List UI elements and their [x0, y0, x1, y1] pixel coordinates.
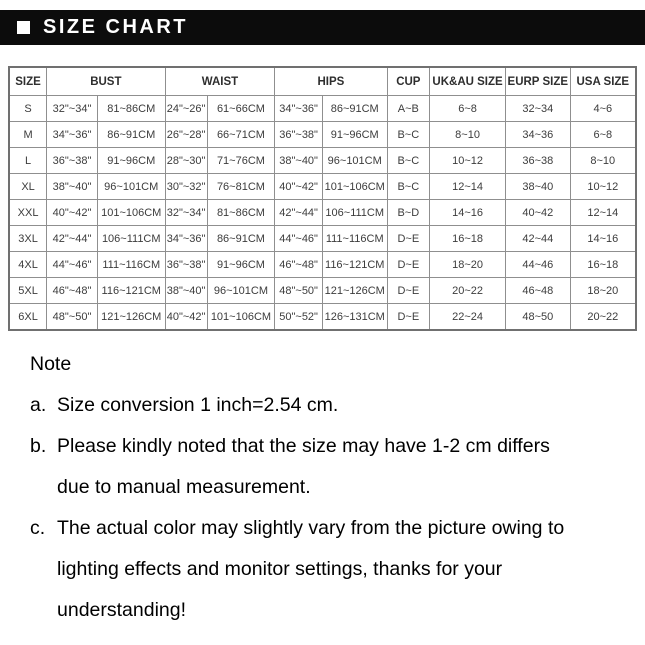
table-cell: 44"~46"	[275, 226, 323, 252]
table-cell: 6~8	[430, 96, 506, 122]
notes-list	[30, 385, 630, 631]
note-item	[30, 508, 630, 631]
table-cell: 46"~48"	[275, 252, 323, 278]
table-cell: 81~86CM	[207, 200, 275, 226]
table-header	[9, 67, 636, 96]
table-cell: 46"~48"	[47, 278, 98, 304]
table-cell: 91~96CM	[97, 148, 165, 174]
table-cell: 46~48	[506, 278, 571, 304]
table-cell: 111~116CM	[322, 226, 387, 252]
table-cell: 36~38	[506, 148, 571, 174]
note-item	[30, 385, 630, 426]
table-cell: 101~106CM	[97, 200, 165, 226]
table-cell: B~D	[387, 200, 430, 226]
note-marker: a.	[30, 394, 47, 416]
size-label-cell: XXL	[9, 200, 47, 226]
table-cell: 86~91CM	[322, 96, 387, 122]
note-marker: c.	[30, 517, 46, 539]
size-label-cell: L	[9, 148, 47, 174]
table-cell: 106~111CM	[322, 200, 387, 226]
table-cell: 44~46	[506, 252, 571, 278]
table-cell: 48"~50"	[275, 278, 323, 304]
table-cell: 10~12	[570, 174, 636, 200]
page-title: SIZE CHART	[43, 16, 188, 38]
table-row	[9, 174, 636, 200]
notes-section	[30, 344, 630, 631]
table-cell: 14~16	[430, 200, 506, 226]
table-row	[9, 122, 636, 148]
table-cell: 26"~28"	[165, 122, 207, 148]
table-cell: D~E	[387, 304, 430, 331]
table-cell: 8~10	[430, 122, 506, 148]
table-cell: 40"~42"	[275, 174, 323, 200]
table-cell: 20~22	[430, 278, 506, 304]
note-line: lighting effects and monitor settings, thanks for your	[57, 558, 503, 580]
table-cell: 36"~38"	[275, 122, 323, 148]
table-cell: 32"~34"	[47, 96, 98, 122]
column-header: SIZE	[9, 67, 47, 96]
table-cell: 28"~30"	[165, 148, 207, 174]
table-cell: 16~18	[570, 252, 636, 278]
note-text	[57, 426, 630, 508]
note-line: due to manual measurement.	[57, 476, 311, 498]
table-cell: 4~6	[570, 96, 636, 122]
column-header: EURP SIZE	[506, 67, 571, 96]
table-cell: 96~101CM	[207, 278, 275, 304]
table-body	[9, 96, 636, 331]
table-cell: 106~111CM	[97, 226, 165, 252]
table-cell: 66~71CM	[207, 122, 275, 148]
table-cell: 38"~40"	[275, 148, 323, 174]
column-header: UK&AU SIZE	[430, 67, 506, 96]
note-text	[57, 385, 630, 426]
table-cell: B~C	[387, 148, 430, 174]
table-cell: B~C	[387, 122, 430, 148]
table-cell: 76~81CM	[207, 174, 275, 200]
table-row	[9, 226, 636, 252]
table-cell: 38~40	[506, 174, 571, 200]
table-cell: 96~101CM	[97, 174, 165, 200]
table-cell: 48~50	[506, 304, 571, 331]
table-cell: 32"~34"	[165, 200, 207, 226]
table-cell: 22~24	[430, 304, 506, 331]
table-row	[9, 96, 636, 122]
size-label-cell: 5XL	[9, 278, 47, 304]
table-cell: 34~36	[506, 122, 571, 148]
column-header: CUP	[387, 67, 430, 96]
table-cell: 111~116CM	[97, 252, 165, 278]
table-cell: 38"~40"	[47, 174, 98, 200]
table-cell: D~E	[387, 278, 430, 304]
table-cell: 24"~26"	[165, 96, 207, 122]
table-cell: 18~20	[430, 252, 506, 278]
table-cell: 36"~38"	[165, 252, 207, 278]
table-header-row	[9, 67, 636, 96]
table-cell: 91~96CM	[207, 252, 275, 278]
table-cell: 48"~50"	[47, 304, 98, 331]
table-cell: 14~16	[570, 226, 636, 252]
table-cell: 42"~44"	[275, 200, 323, 226]
table-cell: 121~126CM	[322, 278, 387, 304]
table-cell: 116~121CM	[322, 252, 387, 278]
table-cell: D~E	[387, 252, 430, 278]
table-cell: B~C	[387, 174, 430, 200]
size-label-cell: 3XL	[9, 226, 47, 252]
table-cell: 40"~42"	[47, 200, 98, 226]
table-row	[9, 304, 636, 331]
note-line: The actual color may slightly vary from the picture owing to	[57, 517, 565, 539]
size-label-cell: M	[9, 122, 47, 148]
table-cell: 42~44	[506, 226, 571, 252]
table-cell: 50"~52"	[275, 304, 323, 331]
table-cell: 61~66CM	[207, 96, 275, 122]
table-cell: 101~106CM	[322, 174, 387, 200]
table-cell: 42"~44"	[47, 226, 98, 252]
table-cell: 20~22	[570, 304, 636, 331]
table-cell: 101~106CM	[207, 304, 275, 331]
size-label-cell: XL	[9, 174, 47, 200]
table-cell: 36"~38"	[47, 148, 98, 174]
square-bullet-icon	[17, 21, 30, 34]
table-cell: 16~18	[430, 226, 506, 252]
table-cell: 91~96CM	[322, 122, 387, 148]
table-cell: D~E	[387, 226, 430, 252]
notes-title: Note	[30, 353, 72, 375]
column-header: BUST	[47, 67, 165, 96]
table-row	[9, 278, 636, 304]
table-cell: 34"~36"	[47, 122, 98, 148]
table-cell: 126~131CM	[322, 304, 387, 331]
table-row	[9, 200, 636, 226]
table-cell: 81~86CM	[97, 96, 165, 122]
table-cell: 86~91CM	[97, 122, 165, 148]
table-cell: 34"~36"	[165, 226, 207, 252]
note-line: Please kindly noted that the size may have 1-2 cm differs	[57, 435, 550, 457]
table-cell: 12~14	[570, 200, 636, 226]
table-row	[9, 148, 636, 174]
note-item	[30, 426, 630, 508]
note-marker: b.	[30, 435, 47, 457]
table-cell: 12~14	[430, 174, 506, 200]
table-cell: 18~20	[570, 278, 636, 304]
table-row	[9, 252, 636, 278]
table-cell: 8~10	[570, 148, 636, 174]
table-cell: 6~8	[570, 122, 636, 148]
table-cell: 34"~36"	[275, 96, 323, 122]
table-cell: 71~76CM	[207, 148, 275, 174]
note-text	[57, 508, 630, 631]
note-line: understanding!	[57, 599, 187, 621]
table-cell: 40"~42"	[165, 304, 207, 331]
column-header: WAIST	[165, 67, 275, 96]
column-header: HIPS	[275, 67, 387, 96]
size-chart-table	[8, 66, 637, 331]
table-cell: 38"~40"	[165, 278, 207, 304]
table-cell: 86~91CM	[207, 226, 275, 252]
note-line: Size conversion 1 inch=2.54 cm.	[57, 394, 339, 416]
size-label-cell: 4XL	[9, 252, 47, 278]
table-cell: 96~101CM	[322, 148, 387, 174]
title-bar	[0, 10, 645, 45]
table-cell: 116~121CM	[97, 278, 165, 304]
table-cell: 44"~46"	[47, 252, 98, 278]
table-cell: A~B	[387, 96, 430, 122]
size-label-cell: S	[9, 96, 47, 122]
table-cell: 30"~32"	[165, 174, 207, 200]
table-cell: 32~34	[506, 96, 571, 122]
column-header: USA SIZE	[570, 67, 636, 96]
table-cell: 40~42	[506, 200, 571, 226]
table-cell: 121~126CM	[97, 304, 165, 331]
size-label-cell: 6XL	[9, 304, 47, 331]
table-cell: 10~12	[430, 148, 506, 174]
